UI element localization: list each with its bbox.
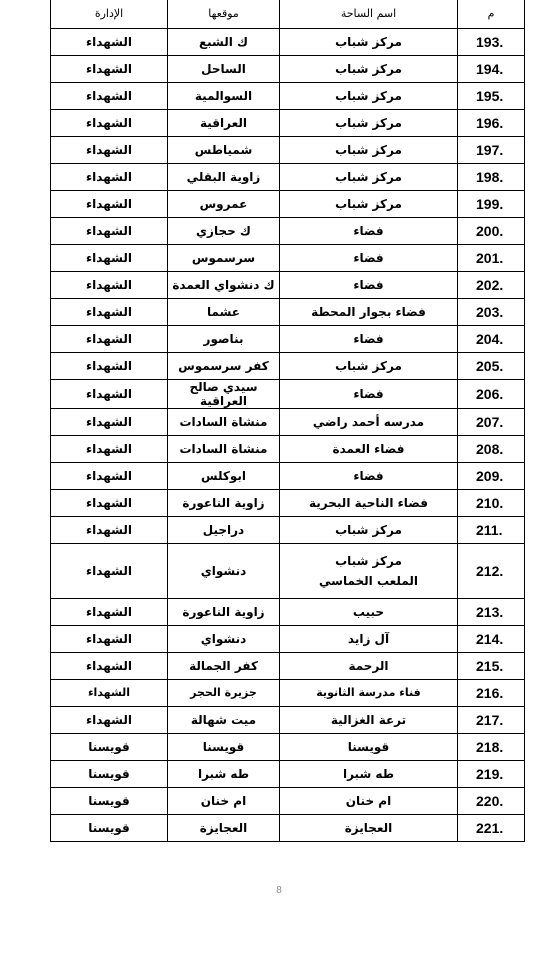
- field-location: ك الشبع: [168, 29, 280, 56]
- field-administration: الشهداء: [51, 707, 168, 734]
- table-row: [51, 707, 525, 734]
- field-name: فضاء الناحية البحرية: [280, 490, 458, 517]
- field-name: ترعة الغزالية: [280, 707, 458, 734]
- field-administration: الشهداء: [51, 653, 168, 680]
- table-row: [51, 299, 525, 326]
- table-row: [51, 599, 525, 626]
- table-row: [51, 353, 525, 380]
- field-location: عمروس: [168, 191, 280, 218]
- table-row: [51, 544, 525, 599]
- row-number: 206.: [458, 380, 525, 409]
- field-name: [280, 544, 458, 599]
- field-location: زاوية الناعورة: [168, 490, 280, 517]
- row-number: 199.: [458, 191, 525, 218]
- field-location: طه شبرا: [168, 761, 280, 788]
- field-administration: الشهداء: [51, 137, 168, 164]
- table-row: [51, 680, 525, 707]
- table-row: [51, 653, 525, 680]
- field-name: فضاء: [280, 245, 458, 272]
- row-number: 213.: [458, 599, 525, 626]
- row-number: 217.: [458, 707, 525, 734]
- field-administration: قويسنا: [51, 788, 168, 815]
- table-row: [51, 245, 525, 272]
- field-administration: الشهداء: [51, 191, 168, 218]
- field-name: فضاء العمدة: [280, 436, 458, 463]
- field-name: مركز شباب: [280, 137, 458, 164]
- field-name: فضاء: [280, 218, 458, 245]
- field-name: قويسنا: [280, 734, 458, 761]
- field-location: منشاة السادات: [168, 436, 280, 463]
- field-location: زاوية الناعورة: [168, 599, 280, 626]
- field-administration: الشهداء: [51, 490, 168, 517]
- row-number: 209.: [458, 463, 525, 490]
- field-location: جزيرة الحجر: [168, 680, 280, 707]
- field-administration: الشهداء: [51, 164, 168, 191]
- row-number: 221.: [458, 815, 525, 842]
- row-number: 194.: [458, 56, 525, 83]
- field-administration: الشهداء: [51, 409, 168, 436]
- table-header-row: [51, 0, 525, 29]
- field-administration: الشهداء: [51, 56, 168, 83]
- field-name: فضاء: [280, 272, 458, 299]
- row-number: 196.: [458, 110, 525, 137]
- field-administration: الشهداء: [51, 626, 168, 653]
- field-location: دنشواي: [168, 626, 280, 653]
- field-administration: الشهداء: [51, 680, 168, 707]
- field-administration: الشهداء: [51, 436, 168, 463]
- table-row: [51, 517, 525, 544]
- header-number: م: [458, 0, 525, 29]
- field-administration: الشهداء: [51, 463, 168, 490]
- field-administration: الشهداء: [51, 353, 168, 380]
- field-location: منشاة السادات: [168, 409, 280, 436]
- field-name: مركز شباب: [280, 83, 458, 110]
- row-number: 207.: [458, 409, 525, 436]
- table-row: [51, 380, 525, 409]
- field-name: مركز شباب: [280, 56, 458, 83]
- field-name: آل زايد: [280, 626, 458, 653]
- field-location: شمياطس: [168, 137, 280, 164]
- field-location: بناصور: [168, 326, 280, 353]
- table-row: [51, 83, 525, 110]
- field-location: سيدي صالح العراقية: [168, 380, 280, 409]
- field-location: العجايزة: [168, 815, 280, 842]
- field-administration: الشهداء: [51, 544, 168, 599]
- row-number: 195.: [458, 83, 525, 110]
- field-location: سرسموس: [168, 245, 280, 272]
- table-row: [51, 815, 525, 842]
- row-number: 218.: [458, 734, 525, 761]
- field-administration: الشهداء: [51, 599, 168, 626]
- field-administration: الشهداء: [51, 272, 168, 299]
- field-name-line-1: مركز شباب: [335, 554, 402, 568]
- field-administration: قويسنا: [51, 761, 168, 788]
- row-number: 197.: [458, 137, 525, 164]
- table-row: [51, 164, 525, 191]
- field-administration: الشهداء: [51, 29, 168, 56]
- field-name: فضاء: [280, 380, 458, 409]
- field-location: السوالمية: [168, 83, 280, 110]
- table-row: [51, 191, 525, 218]
- table-row: [51, 110, 525, 137]
- field-administration: الشهداء: [51, 218, 168, 245]
- table-row: [51, 734, 525, 761]
- table-row: [51, 761, 525, 788]
- field-location: قويسنا: [168, 734, 280, 761]
- row-number: 204.: [458, 326, 525, 353]
- field-name: مركز شباب: [280, 29, 458, 56]
- field-name: مدرسه أحمد راضي: [280, 409, 458, 436]
- field-location: عشما: [168, 299, 280, 326]
- field-administration: الشهداء: [51, 83, 168, 110]
- field-location: ابوكلس: [168, 463, 280, 490]
- row-number: 216.: [458, 680, 525, 707]
- header-location: موقعها: [168, 0, 280, 29]
- row-number: 202.: [458, 272, 525, 299]
- field-name: مركز شباب: [280, 353, 458, 380]
- table-row: [51, 218, 525, 245]
- field-name: فضاء: [280, 326, 458, 353]
- row-number: 193.: [458, 29, 525, 56]
- row-number: 200.: [458, 218, 525, 245]
- row-number: 219.: [458, 761, 525, 788]
- table-row: [51, 272, 525, 299]
- field-name: مركز شباب: [280, 164, 458, 191]
- document-page: [50, 0, 524, 842]
- field-location: كفر سرسموس: [168, 353, 280, 380]
- row-number: 211.: [458, 517, 525, 544]
- field-administration: قويسنا: [51, 734, 168, 761]
- header-administration: الإدارة: [51, 0, 168, 29]
- field-name: الرحمة: [280, 653, 458, 680]
- field-location: ام خنان: [168, 788, 280, 815]
- table-row: [51, 626, 525, 653]
- field-name: مركز شباب: [280, 517, 458, 544]
- header-field-name: اسم الساحة: [280, 0, 458, 29]
- field-administration: الشهداء: [51, 326, 168, 353]
- field-location: زاوية البقلي: [168, 164, 280, 191]
- table-row: [51, 463, 525, 490]
- field-name: العجايزة: [280, 815, 458, 842]
- field-location: دراجيل: [168, 517, 280, 544]
- table-row: [51, 137, 525, 164]
- field-name: مركز شباب: [280, 110, 458, 137]
- fields-table: [50, 0, 525, 842]
- table-row: [51, 788, 525, 815]
- table-row: [51, 490, 525, 517]
- field-name: فناء مدرسة الثانوية: [280, 680, 458, 707]
- row-number: 215.: [458, 653, 525, 680]
- row-number: 201.: [458, 245, 525, 272]
- field-name: طه شبرا: [280, 761, 458, 788]
- table-row: [51, 326, 525, 353]
- row-number: 214.: [458, 626, 525, 653]
- field-administration: الشهداء: [51, 517, 168, 544]
- row-number: 205.: [458, 353, 525, 380]
- row-number: 208.: [458, 436, 525, 463]
- field-location: الساحل: [168, 56, 280, 83]
- row-number: 210.: [458, 490, 525, 517]
- field-administration: الشهداء: [51, 245, 168, 272]
- field-location: ك حجازي: [168, 218, 280, 245]
- row-number: 198.: [458, 164, 525, 191]
- field-administration: الشهداء: [51, 110, 168, 137]
- field-name-line-2: الملعب الخماسي: [319, 574, 418, 588]
- field-location: كفر الجمالة: [168, 653, 280, 680]
- field-administration: الشهداء: [51, 380, 168, 409]
- field-administration: الشهداء: [51, 299, 168, 326]
- field-location: ميت شهالة: [168, 707, 280, 734]
- field-name: فضاء بجوار المحطة: [280, 299, 458, 326]
- field-administration: قويسنا: [51, 815, 168, 842]
- field-location: العراقية: [168, 110, 280, 137]
- field-name: حبيب: [280, 599, 458, 626]
- row-number: 203.: [458, 299, 525, 326]
- field-name: فضاء: [280, 463, 458, 490]
- field-location: ك دنشواي العمدة: [168, 272, 280, 299]
- field-name: مركز شباب: [280, 191, 458, 218]
- row-number: 220.: [458, 788, 525, 815]
- row-number: 212.: [458, 544, 525, 599]
- table-row: [51, 436, 525, 463]
- table-row: [51, 56, 525, 83]
- table-row: [51, 29, 525, 56]
- field-name: ام خنان: [280, 788, 458, 815]
- field-location: دنشواي: [168, 544, 280, 599]
- page-number: 8: [276, 885, 282, 896]
- table-row: [51, 409, 525, 436]
